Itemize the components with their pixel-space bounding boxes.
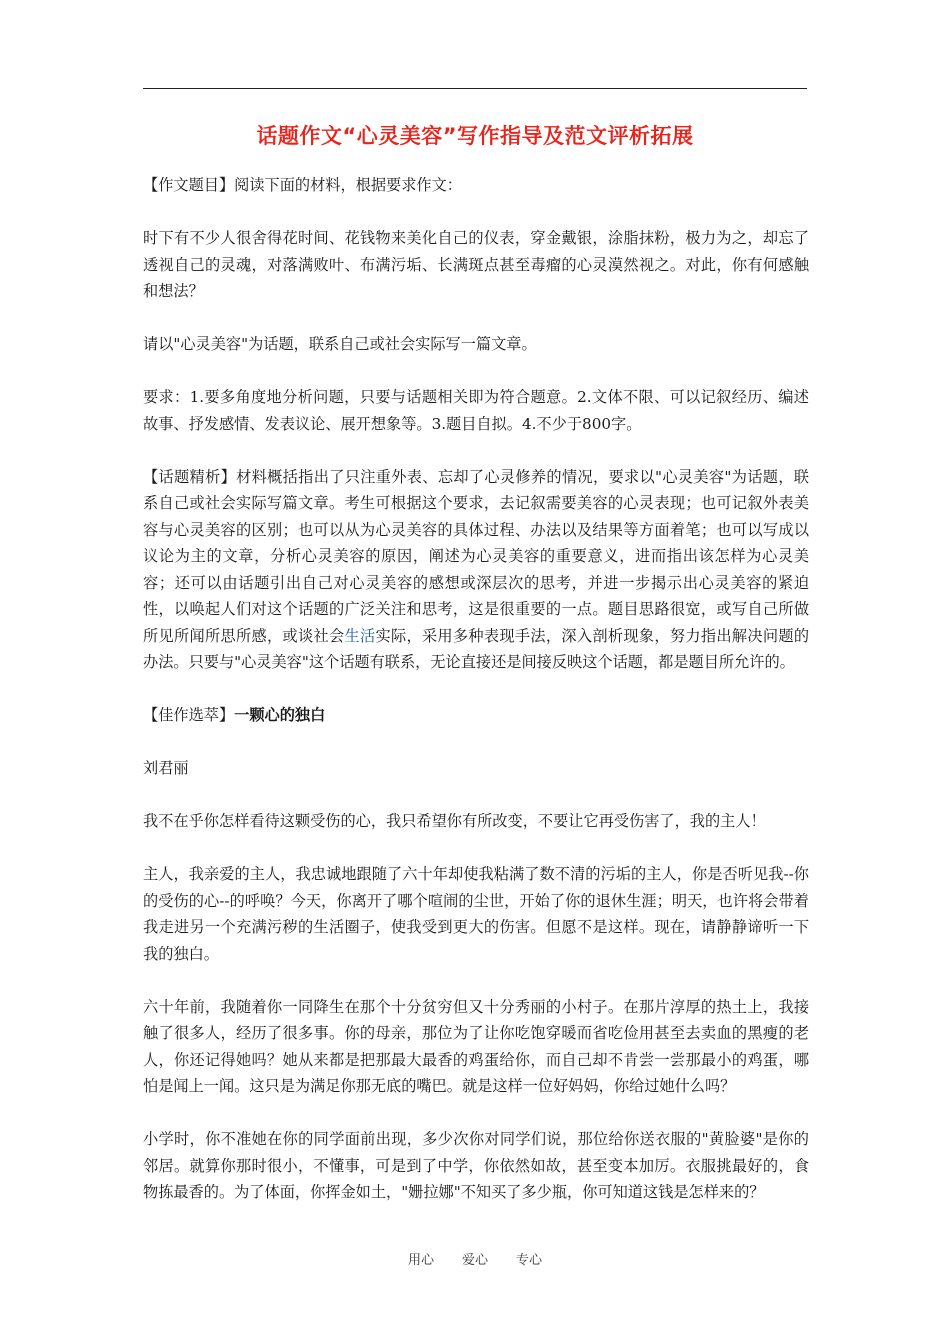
essay-label: 【佳作选萃】 [143,706,235,724]
life-link[interactable]: 生活 [344,626,376,645]
essay-title: 一颗心的独白 [234,706,326,724]
analysis-paragraph [143,464,809,676]
essay-author: 刘君丽 [143,759,189,777]
document-body [143,172,809,1232]
requirements-paragraph: 要求：1.要多角度地分析问题，只要与话题相关即为符合题意。2.文体不限、可以记叙经历、编述故事、抒发感情、发表议论、展开想象等。3.题目自拟。4.不少于800字。 [143,388,809,433]
analysis-label: 【话题精析】 [143,467,237,486]
header-rule [143,88,807,89]
essay-paragraph-2: 主人，我亲爱的主人，我忠诚地跟随了六十年却使我粘满了数不清的污垢的主人，你是否听见我--你的受伤的心--的呼唤？今天，你离开了哪个喧闹的尘世，开始了你的退休生涯；明天，也许将会带着我走进另一个充满污秽的生活圈子，使我受到更大的伤害。但愿不是这样。现在，请静静谛听一下我的独白。 [143,865,809,963]
analysis-text-1: 材料概括指出了只注重外表、忘却了心灵修养的情况，要求以"心灵美容"为话题，联系自己或社会实际写篇文章。考生可根据这个要求，去记叙需要美容的心灵表现；也可记叙外表美容与心灵美容的区别；也可以从为心灵美容的具体过程、办法以及结果等方面着笔；也可以写成以议论为主的文章，分析心灵美容的原因，阐述为心灵美容的重要意义，进而指出该怎样为心灵美容；还可以由话题引出自己对心灵美容的感想或深层次的思考，并进一步揭示出心灵美容的紧迫性，以唤起人们对这个话题的广泛关注和思考，这是很重要的一点。题目思路很宽，或写自己所做所见所闻所思所感，或谈社会 [143,467,809,645]
instruction-paragraph: 请以"心灵美容"为话题，联系自己或社会实际写一篇文章。 [143,335,537,353]
essay-paragraph-4: 小学时，你不准她在你的同学面前出现，多少次你对同学们说，那位给你送衣服的"黄脸婆"是你的邻居。就算你那时很小，不懂事，可是到了中学，你依然如故，甚至变本加厉。衣服挑最好的，食物拣最香的。为了体面，你挥金如土，"姗拉娜"不知买了多少瓶，你可知道这钱是怎样来的？ [143,1130,809,1201]
page-footer [0,1249,950,1268]
topic-prompt: 【作文题目】阅读下面的材料，根据要求作文： [143,176,462,194]
analysis-text-2: 实际，采用多种表现手法，深入剖析现象，努力指出解决问题的办法。只要与"心灵美容"这个话题有联系，无论直接还是间接反映这个话题，都是题目所允许的。 [143,626,810,671]
material-paragraph: 时下有不少人很舍得花时间、花钱物来美化自己的仪表，穿金戴银，涂脂抹粉，极力为之，却忘了透视自己的灵魂，对落满败叶、布满污垢、长满斑点甚至毒瘤的心灵漠然视之。对此，你有何感触和想法？ [143,229,809,300]
essay-heading [143,702,809,729]
document-title: 话题作文“心灵美容”写作指导及范文评析拓展 [256,124,694,148]
essay-paragraph-3: 六十年前，我随着你一同降生在那个十分贫穷但又十分秀丽的小村子。在那片淳厚的热土上，我接触了很多人，经历了很多事。你的母亲，那位为了让你吃饱穿暖而省吃俭用甚至去卖血的黑瘦的老人，你还记得她吗？她从来都是把那最大最香的鸡蛋给你，而自己却不肯尝一尝那最小的鸡蛋，哪怕是闻上一闻。这只是为满足你那无底的嘴巴。就是这样一位好妈妈，你给过她什么吗？ [143,997,809,1095]
footer-item-2: 爱心 [461,1253,488,1268]
essay-paragraph-1: 我不在乎你怎样看待这颗受伤的心，我只希望你有所改变，不要让它再受伤害了，我的主人！ [143,812,766,830]
footer-item-1: 用心 [407,1253,434,1268]
footer-item-3: 专心 [516,1253,543,1268]
